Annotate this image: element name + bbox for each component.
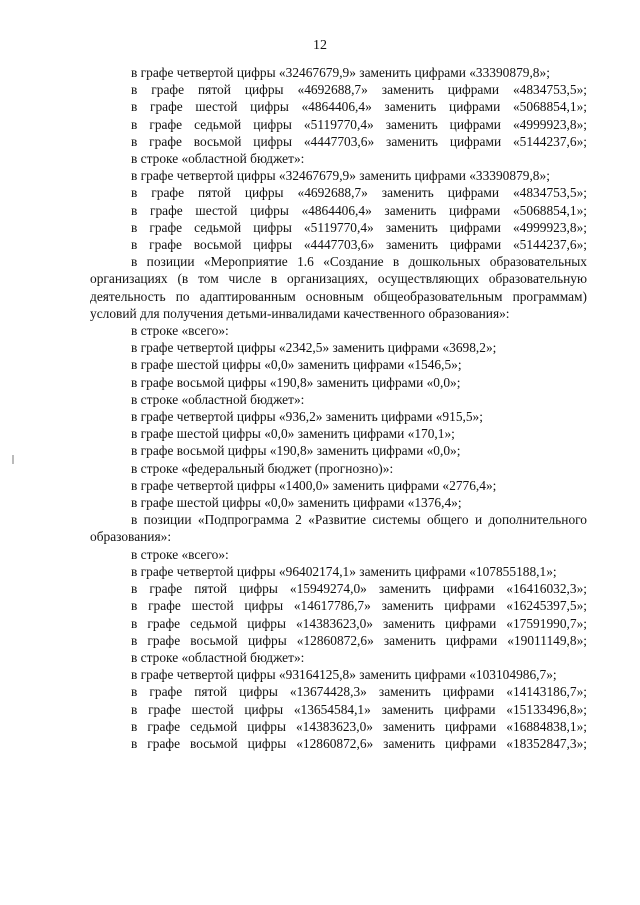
paragraph: в графе шестой цифры «0,0» заменить цифрами «1546,5»; — [131, 357, 462, 373]
paragraph: в графе седьмой цифры «5119770,4» заменить цифрами «4999923,8»; — [131, 219, 587, 235]
paragraph: в графе шестой цифры «14617786,7» заменить цифрами «16245397,5»; — [131, 598, 587, 614]
paragraph: в графе шестой цифры «0,0» заменить цифрами «1376,4»; — [131, 495, 462, 511]
paragraph: в строке «федеральный бюджет (прогнозно)»: — [131, 460, 394, 476]
paragraph: в графе шестой цифры «0,0» заменить цифрами «170,1»; — [131, 426, 455, 442]
paragraph: в графе седьмой цифры «14383623,0» заменить цифрами «16884838,1»; — [131, 718, 587, 734]
paragraph: в строке «областной бюджет»: — [131, 391, 305, 407]
paragraph: в строке «областной бюджет»: — [131, 151, 305, 167]
paragraph: в графе восьмой цифры «12860872,6» заменить цифрами «19011149,8»; — [131, 632, 587, 648]
paragraph: в позиции «Подпрограмма 2 «Развитие системы общего и дополнительного образования»: — [90, 512, 587, 545]
paragraph: в графе пятой цифры «4692688,7» заменить цифрами «4834753,5»; — [131, 185, 587, 201]
amendment-text — [90, 64, 587, 752]
paragraph: в графе четвертой цифры «1400,0» заменить цифрами «2776,4»; — [131, 477, 497, 493]
paragraph: в строке «всего»: — [131, 546, 229, 562]
paragraph: в графе восьмой цифры «190,8» заменить цифрами «0,0»; — [131, 443, 461, 459]
paragraph: в графе шестой цифры «13654584,1» заменить цифрами «15133496,8»; — [131, 701, 587, 717]
paragraph: в графе восьмой цифры «4447703,6» заменить цифрами «5144237,6»; — [131, 237, 587, 253]
paragraph: в строке «областной бюджет»: — [131, 649, 305, 665]
paragraph: в графе седьмой цифры «14383623,0» заменить цифрами «17591990,7»; — [131, 615, 587, 631]
paragraph: в позиции «Мероприятие 1.6 «Создание в дошкольных образовательных организациях (в том числе в организациях, осуществляющих образовательную деятельность по адаптированным основным общеобразовательным программам) условий для получения детьми-инвалидами качественного образования»: — [90, 254, 587, 321]
paragraph: в графе шестой цифры «4864406,4» заменить цифрами «5068854,1»; — [131, 99, 587, 115]
paragraph: в графе восьмой цифры «4447703,6» заменить цифрами «5144237,6»; — [131, 133, 587, 149]
scan-edge-mark — [12, 455, 14, 464]
paragraph: в графе пятой цифры «13674428,3» заменить цифрами «14143186,7»; — [131, 684, 587, 700]
paragraph: в графе седьмой цифры «5119770,4» заменить цифрами «4999923,8»; — [131, 116, 587, 132]
paragraph: в графе восьмой цифры «12860872,6» заменить цифрами «18352847,3»; — [131, 735, 587, 751]
paragraph: в графе пятой цифры «15949274,0» заменить цифрами «16416032,3»; — [131, 581, 587, 597]
paragraph: в графе четвертой цифры «96402174,1» заменить цифрами «107855188,1»; — [131, 563, 557, 579]
paragraph: в графе шестой цифры «4864406,4» заменить цифрами «5068854,1»; — [131, 202, 587, 218]
paragraph: в графе четвертой цифры «32467679,9» заменить цифрами «33390879,8»; — [131, 168, 550, 184]
paragraph: в строке «всего»: — [131, 323, 229, 339]
paragraph: в графе четвертой цифры «93164125,8» заменить цифрами «103104986,7»; — [131, 667, 557, 683]
paragraph: в графе четвертой цифры «32467679,9» заменить цифрами «33390879,8»; — [131, 65, 550, 80]
paragraph: в графе пятой цифры «4692688,7» заменить цифрами «4834753,5»; — [131, 82, 587, 98]
page-number: 12 — [313, 38, 327, 53]
paragraph: в графе четвертой цифры «2342,5» заменить цифрами «3698,2»; — [131, 340, 497, 356]
paragraph: в графе четвертой цифры «936,2» заменить цифрами «915,5»; — [131, 409, 483, 425]
paragraph: в графе восьмой цифры «190,8» заменить цифрами «0,0»; — [131, 374, 461, 390]
